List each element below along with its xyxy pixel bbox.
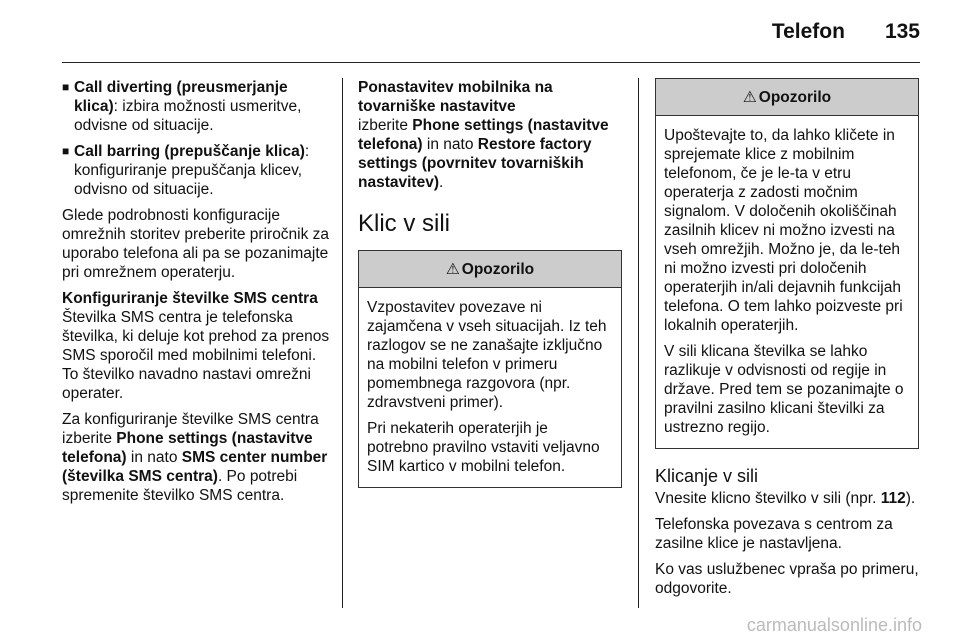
menu-ref: Phone settings (nastavitve telefona) [358, 117, 609, 153]
bullet-text: : izbira možnosti usmeritve, odvisne od situacije. [74, 98, 302, 134]
paragraph [358, 116, 622, 192]
paragraph: Številka SMS centra je telefonska številka, ki deluje kot prehod za prenos SMS sporočil med mobilnimi telefoni. To številko navadno nastavi omrežni operater. [62, 309, 330, 402]
warning-body [656, 116, 918, 448]
text: Za konfiguriranje številke SMS centra izberite [62, 411, 319, 447]
section-title: Klic v sili [358, 210, 451, 237]
page-header [772, 20, 920, 44]
bullet-icon: ■ [62, 144, 70, 158]
warning-title: Opozorilo [758, 89, 832, 106]
column-divider [638, 78, 639, 608]
warning-header [656, 79, 918, 116]
bullet-text: : konfiguriranje prepuščanja klicev, odvisno od situacije. [74, 143, 310, 198]
paragraph [62, 410, 334, 505]
column-left [62, 78, 334, 512]
list-item [62, 78, 334, 135]
page-number: 135 [884, 20, 920, 43]
warning-text: V sili klicana številka se lahko razlikuje v odvisnosti od regije in države. Pred tem se pozanimajte o pravilni zasilno klicani številki za ustrezno regijo. [664, 343, 904, 436]
warning-triangle-icon: ⚠ [742, 89, 757, 106]
text: . Po potrebi spremenite številko SMS centra. [62, 468, 298, 504]
emergency-number: 112 [880, 490, 906, 507]
paragraph: Glede podrobnosti konfiguracije omrežnih storitev preberite priročnik za uporabo telefona ali pa se pozanimajte pri omrežnem operaterju. [62, 207, 330, 281]
text: . [438, 174, 444, 191]
heading-sms-center: Konfiguriranje številke SMS centra [62, 290, 318, 307]
column-divider [342, 78, 343, 608]
text: in nato [422, 136, 478, 153]
header-rule [62, 62, 920, 63]
menu-ref: Phone settings (nastavitve telefona) [62, 430, 313, 466]
text: ). [905, 490, 916, 507]
warning-text: Pri nekaterih operaterjih je potrebno pravilno vstaviti veljavno SIM kartico v mobilni telefon. [367, 420, 600, 475]
text: Vnesite klicno številko v sili (npr. [655, 490, 881, 507]
menu-ref: SMS center number (številka SMS centra) [62, 449, 328, 485]
bullet-bold: Call barring (prepuščanje klica) [74, 143, 305, 160]
text: izberite [358, 117, 413, 134]
paragraph: Telefonska povezava s centrom za zasilne klice je nastavljena. [655, 516, 893, 552]
warning-title: Opozorilo [461, 261, 535, 278]
paragraph: Ko vas uslužbenec vpraša po primeru, odgovorite. [655, 561, 919, 597]
sub-title: Klicanje v sili [655, 466, 759, 486]
bullet-icon: ■ [62, 80, 70, 94]
warning-text: Upoštevajte to, da lahko kličete in sprejemate klice z mobilnim telefonom, če je le-ta v etru operaterja z zadosti močnim signalom. V določenih okoliščinah zasilnih klicev ni možno izvesti na vseh omrežjih. Možno je, da le-teh ni možno izvesti pri določenih operaterjih in/ali dejavnih funkcijah telefona. O tem lahko poizveste pri lokalnih operaterjih. [664, 127, 903, 334]
list-item [62, 142, 334, 199]
heading-factory-reset: Ponastavitev mobilnika na tovarniške nastavitve [358, 79, 553, 115]
paragraph [655, 489, 919, 508]
menu-ref: Restore factory settings (povrnitev tovarniških nastavitev) [358, 136, 592, 191]
column-middle [358, 78, 622, 498]
header-title: Telefon [771, 20, 845, 43]
bullet-bold: Call diverting (preusmerjanje klica) [74, 79, 288, 115]
text: in nato [126, 449, 182, 466]
column-right [655, 78, 919, 605]
watermark: carmanualsonline.info [746, 615, 922, 635]
warning-box [655, 78, 919, 449]
warning-box [358, 250, 622, 488]
warning-text: Vzpostavitev povezave ni zajamčena v vseh situacijah. Iz teh razlogov se ne zanašajte izključno na mobilni telefon v primeru pomembnega razgovora (npr. zdravstveni primer). [367, 299, 607, 411]
warning-triangle-icon: ⚠ [445, 261, 460, 278]
warning-body [359, 288, 621, 487]
warning-header [359, 251, 621, 288]
